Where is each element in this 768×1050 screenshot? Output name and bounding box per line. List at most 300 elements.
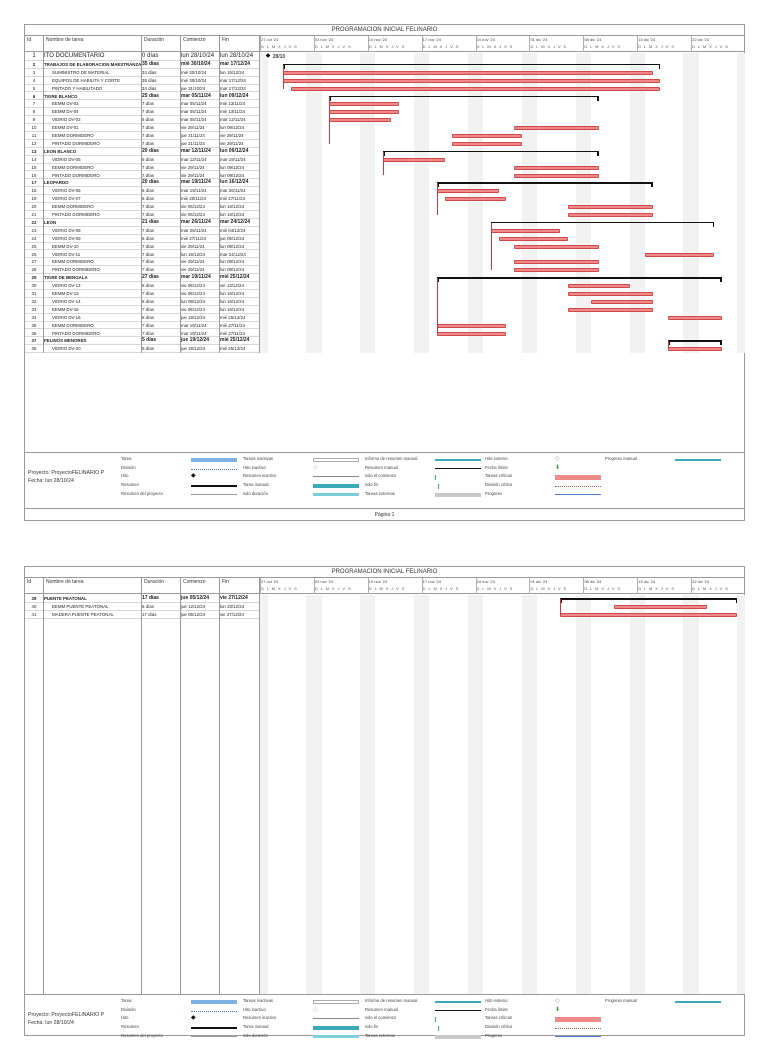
task-row [25,603,259,611]
legend-label: Hito [121,473,129,479]
legend-swatch [313,458,359,462]
weekend-shade [630,595,638,994]
gantt-page-1 [24,24,745,521]
day-letters: D L M X J V S [422,586,460,591]
summary-cap-end [720,340,722,345]
task-duration: 6 días [142,196,154,202]
task-start: mar 19/11/24 [181,179,211,186]
day-letters: D L M X J V S [314,44,352,49]
task-start: mar 05/11/24 [181,117,207,123]
task-id: 12 [31,140,37,146]
task-id: 21 [31,212,37,217]
week-label: 17 nov '24 [422,579,441,584]
week-divider [529,36,530,52]
day-letters: D L M X J V S [368,44,406,49]
task-start: mar 19/11/24 [181,322,207,328]
task-name: EEMM DV-04 [52,109,79,115]
task-row [25,235,259,243]
task-duration: 7 días [142,330,154,336]
task-start: jue 19/12/24 [181,346,206,352]
milestone-marker: ◆ [265,53,271,59]
task-start: mar 19/11/24 [181,274,211,281]
column-divider [43,36,44,353]
column-divider [141,578,142,994]
task-id: 40 [31,603,37,609]
legend-label: Hito externo [485,998,508,1003]
day-letters: D L M X J V S [476,44,514,49]
task-duration: 7 días [142,306,154,312]
external-milestone-icon: ◇ [555,998,560,1004]
column-divider [43,578,44,994]
task-bar [645,253,714,257]
task-end: lun 16/12/24 [220,298,245,304]
legend-swatch [435,1001,481,1003]
task-row [25,227,259,235]
task-end: mar 24/12/24 [220,218,251,225]
task-id: 11 [31,133,37,138]
task-start: jue 21/11/24 [181,133,205,138]
legend-swatch [435,1035,481,1039]
column-divider [219,578,220,994]
task-start: vie 29/11/24 [181,125,205,131]
task-end: lun 16/12/24 [220,291,245,296]
task-id: 3 [32,69,36,75]
task-start: mié 30/10/24 [181,77,207,83]
week-divider [368,36,369,52]
task-row [25,179,259,187]
day-letters: D L M X J V S [314,586,352,591]
task-id: 16 [31,172,37,178]
day-letters: D L M X J V S [261,586,298,591]
task-id: 29 [31,275,37,281]
summary-bar [437,277,722,279]
task-id: 8 [32,109,36,115]
task-id: 20 [31,204,37,210]
weekend-shade [468,53,476,353]
task-end: lun 16/12/24 [220,204,245,210]
task-duration: 17 días [142,611,157,617]
weekend-shade [476,595,484,994]
week-divider [422,578,423,594]
task-id: 5 [32,85,36,91]
task-end: vie 27/12/24 [220,611,244,617]
task-end: mar 17/12/24 [220,60,251,67]
legend-swatch [313,493,359,496]
legend-label: Progreso manual [605,456,637,461]
task-duration: 6 días [142,156,154,162]
week-label: 03 nov '24 [314,37,334,42]
task-name: PINTADO DORMIDERO [52,172,100,178]
task-id: 39 [31,596,37,601]
task-id: 13 [31,148,37,154]
task-start: vie 06/12/24 [181,291,205,296]
task-name: EQUIPOS DE HABILITA Y CORTE [52,77,120,83]
task-row [25,85,259,93]
legend-label: solo duración [243,1032,268,1038]
task-row [25,140,259,148]
task-start: vie 06/12/24 [181,212,205,217]
week-label: 24 nov '24 [476,37,495,42]
task-duration: 6 días [142,188,154,194]
task-duration: 7 días [142,164,154,170]
task-duration: 6 días [142,298,154,304]
legend-label: Tarea manual [243,1024,269,1030]
task-name: SUMINISTRO DE MATERIAL [52,69,110,75]
week-divider [691,36,692,52]
task-end: mié 27/11/24 [220,322,246,328]
col-header-end: Fin [222,37,229,43]
task-name: EEMM DV-01 [52,125,79,131]
task-start: mar 12/11/24 [181,156,207,162]
task-end: mié 13/11/24 [220,109,246,115]
task-id: 22 [31,219,37,225]
col-header-end: Fin [222,579,229,585]
task-name: LEOPARDO [44,180,69,186]
task-id: 38 [31,346,37,352]
task-name: EEMM DORMIDERO [52,204,94,210]
legend-swatch [555,1036,601,1038]
task-id: 15 [31,164,37,170]
legend-swatch [313,484,359,488]
summary-bar [437,182,653,184]
week-divider [368,578,369,594]
week-label: 10 nov '24 [368,579,388,584]
legend-swatch [191,1011,237,1012]
document-title: PROGRAMACION INICIAL FELINARIO [25,567,744,578]
weekend-shade [260,53,268,353]
task-end: mié 25/12/24 [220,274,250,281]
task-name: VIDRIO DV-11 [52,251,81,257]
task-id: 34 [31,314,37,320]
legend-label: Tareas externas [365,1032,395,1038]
legend-label: Progreso manual [605,998,637,1003]
weekend-shade [260,595,268,994]
summary-cap-end [720,277,722,282]
legend-label: Tareas críticas [485,1015,512,1021]
task-row [25,100,259,108]
weekend-shade [683,53,691,353]
task-duration: 5 días [142,314,154,320]
task-start: jue 19/12/24 [181,337,210,344]
task-id: 23 [31,227,37,233]
week-divider [260,36,261,52]
task-duration: 6 días [142,117,154,123]
task-id: 28 [31,267,37,273]
task-duration: 35 días [142,77,157,83]
task-end: mié 13/11/24 [220,101,246,107]
week-label: 08 dic '24 [584,37,602,42]
task-duration: 5 días [142,346,154,352]
legend-swatch [435,1017,439,1022]
week-divider [583,36,584,52]
task-bar [437,324,506,328]
weekend-shade [368,595,376,994]
task-bar [452,134,521,138]
week-label: 03 nov '24 [314,579,334,584]
task-start: lun 09/12/24 [181,298,206,304]
task-name: PINTADO DORMIDERO [52,140,100,146]
task-bar [437,332,506,336]
weekend-shade [422,595,430,994]
legend-label: División crítica [485,1024,512,1030]
task-row [25,345,259,353]
dependency-link [329,97,330,144]
legend-label: Fecha límite [485,464,508,470]
summary-cap-end [651,182,653,187]
legend-swatch [191,485,237,487]
task-name: MADERA PUENTE PEATONAL [52,611,114,617]
day-letters: D L M X J V S [584,586,621,591]
weekend-shade [314,595,322,994]
week-label: 01 dic '24 [530,579,548,584]
weekend-shade [522,53,530,353]
legend-swatch [313,1035,359,1038]
task-duration: 7 días [142,109,154,115]
task-row [25,219,259,227]
legend-swatch [313,1026,359,1030]
legend-swatch [435,459,481,461]
week-label: 15 dic '24 [638,579,656,584]
col-header-id: Id [27,579,32,585]
legend-swatch [313,476,359,477]
task-name: VIDRIO DV-16 [52,314,81,320]
legend-label: Hito [121,1015,129,1021]
task-name: EEMM DV-13 [52,291,79,296]
summary-bar [491,222,714,224]
task-row [25,274,259,282]
week-label: 01 dic '24 [530,37,548,42]
gantt-page-2 [24,566,745,1036]
task-end: lun 16/12/24 [220,212,245,217]
weekend-shade [683,595,691,994]
task-id: 18 [31,188,37,194]
task-bar [560,613,737,617]
dependency-link [437,278,438,333]
summary-cap-end [597,96,599,101]
task-row [25,108,259,116]
task-end: lun 09/12/24 [220,267,245,273]
task-row [25,211,259,219]
task-bar [514,260,599,264]
task-bar [514,174,599,178]
column-divider [219,36,220,353]
task-id: 41 [31,611,37,617]
task-row [25,77,259,85]
task-end: mié 04/12/24 [220,227,246,233]
task-name: VIDRIO DV-14 [52,298,81,304]
legend-label: Resumen del proyecto [121,1032,163,1038]
task-name: LEON [44,219,57,225]
legend-label: División [121,1006,136,1012]
col-header-start: Comienzo [183,37,206,43]
legend-swatch [675,1001,721,1003]
task-name: VIDRIO DV-09 [52,235,81,241]
task-end: lun 28/10/24 [220,53,254,59]
task-bar [514,166,599,170]
legend-label: Progreso [485,1032,502,1038]
weekend-shade [529,53,537,353]
task-row [25,164,259,172]
legend-swatch [191,1036,237,1038]
task-row [25,124,259,132]
task-duration: 7 días [142,125,154,131]
task-duration: 6 días [142,603,154,609]
legend-swatch [313,1018,359,1019]
legend-label: Resumen del proyecto [121,490,163,496]
weekend-shade [360,53,368,353]
task-name: LEON BLANCO [44,148,77,154]
legend-swatch [555,1017,601,1022]
dependency-link [437,183,438,215]
day-letters: D L M X J V S [692,44,729,49]
legend-label: solo el comienzo [365,473,397,479]
task-duration: 7 días [142,172,154,178]
task-end: lun 16/12/24 [220,306,245,312]
task-id: 36 [31,330,37,336]
project-date: Fecha: lun 28/10/24 [28,478,74,484]
column-divider [259,36,260,353]
summary-cap-end [597,151,599,156]
col-header-duration: Duración [144,37,165,43]
week-label: 27 oct '24 [261,37,279,42]
legend-label: División crítica [485,482,512,488]
task-end: vie 27/12/24 [220,595,248,601]
day-letters: D L M X J V S [530,586,568,591]
task-start: mar 26/11/24 [181,227,207,233]
legend-swatch [555,494,601,496]
weekend-shade [737,595,745,994]
weekend-shade [360,595,368,994]
legend-label: Informe de resumen manual [365,456,418,461]
task-id: 4 [32,77,36,83]
task-duration: 7 días [142,227,154,233]
week-divider [476,578,477,594]
task-row [25,251,259,259]
legend-label: Tareas críticas [485,473,512,479]
task-end: lun 09/12/24 [220,125,245,131]
legend-swatch [435,475,439,480]
legend-label: Fecha límite [485,1006,508,1012]
task-duration: 0 días [142,53,159,59]
legend-label: Resumen inactivo [243,1015,277,1021]
task-duration: 7 días [142,322,154,328]
task-duration: 6 días [142,283,154,289]
week-label: 22 dic '24 [692,579,710,584]
day-letters: D L M X J V S [692,586,729,591]
task-bar [514,268,599,272]
task-row [25,172,259,180]
task-end: lun 09/12/24 [220,259,245,265]
summary-bar [329,96,598,98]
legend-label: Informe de resumen manual [365,998,418,1003]
col-header-name: Nombre de tarea [46,579,84,585]
task-name: ITO DOCUMENTARIO [44,53,105,59]
day-letters: D L M X J V S [422,44,460,49]
week-label: 10 nov '24 [368,37,388,42]
legend-swatch [435,493,481,497]
dependency-link [668,341,669,349]
task-name: TRABAJOS DE ELABORACION MAESTRANZA [44,61,142,67]
legend-swatch [435,484,439,489]
task-start: jue 05/12/24 [181,611,206,617]
task-start: mar 05/11/24 [181,92,211,99]
summary-cap-end [713,222,715,227]
week-divider [476,36,477,52]
task-duration: 17 días [142,595,159,601]
col-header-duration: Duración [144,579,165,585]
summary-bar [383,151,599,153]
legend-label: Tarea [121,998,132,1003]
task-duration: 7 días [142,291,154,296]
task-name: PINTADO Y HABILITADO [52,85,103,91]
project-name: Proyecto: ProyectoFELINARIO P [28,470,105,476]
weekend-shade [576,595,584,994]
column-divider [141,36,142,353]
column-header-row [25,36,744,52]
task-start: mar 05/11/24 [181,109,207,115]
weekend-shade [691,595,699,994]
legend-label: Tarea [121,456,132,461]
column-divider [180,578,181,994]
week-label: 15 dic '24 [638,37,656,42]
task-bar [514,126,599,130]
task-id: 32 [31,298,37,304]
project-name: Proyecto: ProyectoFELINARIO P [28,1012,105,1018]
task-start: jue 05/12/24 [181,595,210,601]
task-name: VIDRIO DV-02 [52,117,81,123]
legend-label: Progreso [485,490,502,496]
task-start: vie 29/11/24 [181,267,205,273]
legend-label: Resumen inactivo [243,473,277,479]
task-row [25,195,259,203]
task-end: mié 27/11/24 [220,196,246,202]
day-letters: D L M X J V S [584,44,621,49]
task-id: 27 [31,259,37,265]
dependency-link [560,599,561,615]
task-id: 2 [32,61,36,67]
weekend-shade [737,53,745,353]
task-row [25,337,259,345]
task-row [25,306,259,314]
legend-label: Hito externo [485,456,508,461]
task-start: mar 19/11/24 [181,330,207,336]
dependency-link [383,152,384,176]
task-bar [499,237,568,241]
weekend-shade [306,53,314,353]
task-row [25,61,259,69]
task-name: VIDRIO DV-08 [52,227,81,233]
task-start: mar 12/11/24 [181,147,211,154]
task-end: mié 25/12/24 [220,314,246,320]
task-row [25,258,259,266]
task-start: vie 29/11/24 [181,243,205,249]
task-start: lun 16/12/24 [181,251,206,257]
task-bar [291,87,661,91]
day-letters: D L M X J V S [476,586,514,591]
week-divider [637,578,638,594]
task-end: lun 09/12/24 [220,164,245,170]
task-end: jue 05/12/24 [220,235,245,241]
task-id: 33 [31,306,37,312]
task-row [25,611,259,619]
deadline-icon: ⬇ [555,1007,561,1013]
task-bar [383,158,445,162]
col-header-id: Id [27,37,32,43]
inactive-milestone-icon: ◇ [313,1007,318,1013]
weekend-shade [306,595,314,994]
day-letters: D L M X J V S [368,586,406,591]
task-duration: 5 días [142,337,157,344]
